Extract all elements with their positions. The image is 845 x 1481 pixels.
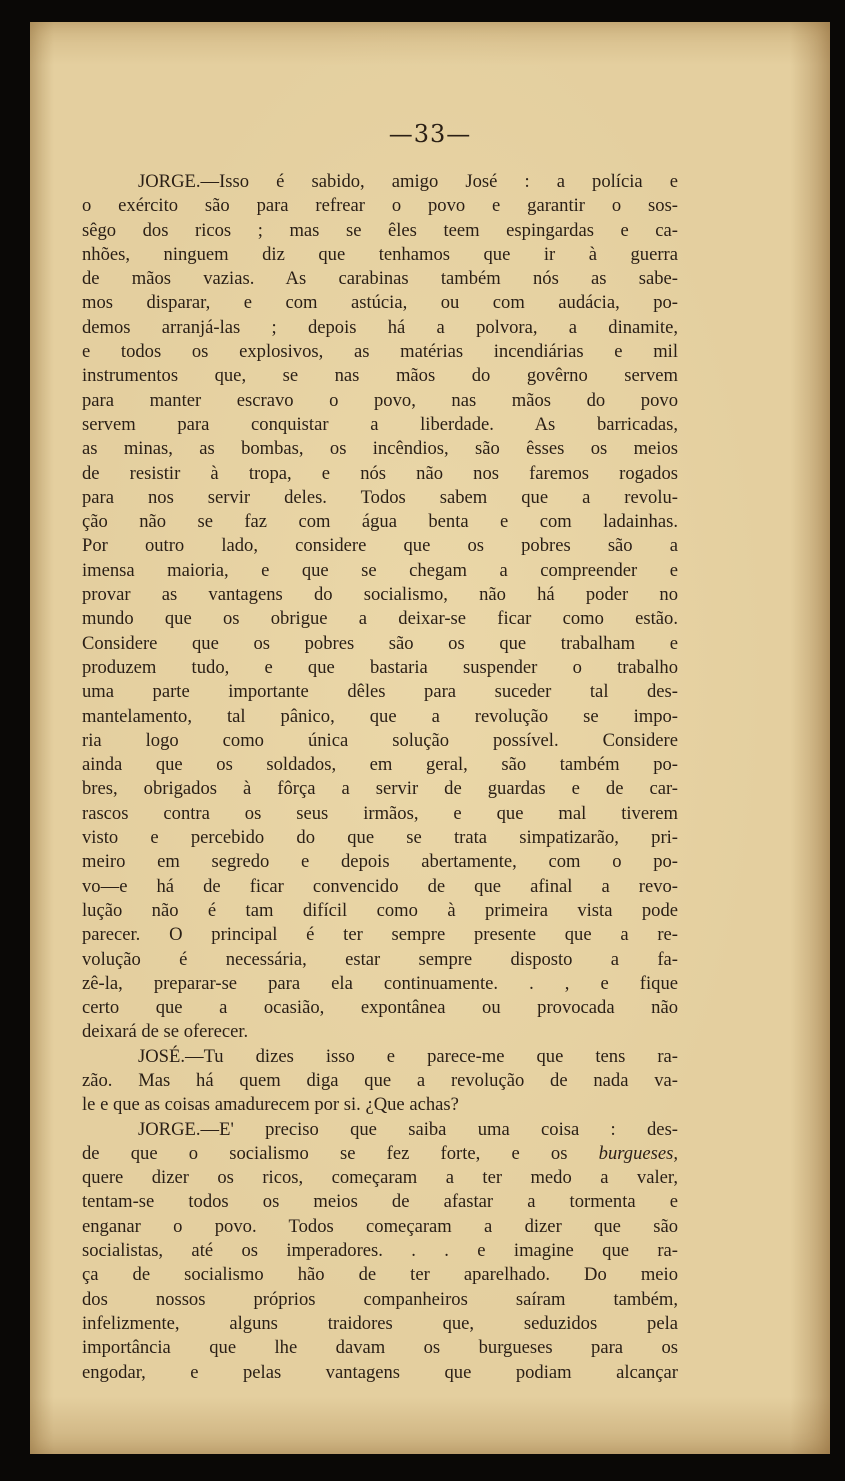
text-line (82, 802, 678, 826)
text-line (82, 753, 678, 777)
text-line (82, 267, 678, 291)
text-line-content: de que o socialismo se fez forte, e os (82, 1142, 568, 1164)
text-line (82, 1093, 678, 1117)
text-line-content: Por outro lado, considere que os pobres são a (82, 535, 678, 557)
text-line (82, 948, 678, 972)
text-line-content: socialistas, até os imperadores. . . e imagine que ra- (82, 1240, 678, 1262)
text-line-content: mantelamento, tal pânico, que a revolução se impo- (82, 705, 678, 727)
text-line (82, 1118, 678, 1142)
text-line-content: vo—e há de ficar convencido de que afinal a revo- (82, 875, 678, 897)
text-line (82, 1312, 678, 1336)
text-line-content: mundo que os obrigue a deixar-se ficar como estão. (82, 608, 678, 630)
text-line-content: infelizmente, alguns traidores que, seduzidos pela (82, 1312, 678, 1334)
text-line-content: rascos contra os seus irmãos, e que mal tiverem (82, 802, 678, 824)
text-line (82, 1239, 678, 1263)
text-line (82, 1263, 678, 1287)
text-line (82, 316, 678, 340)
text-line-content: demos arranjá-las ; depois há a polvora, a dinamite, (82, 316, 678, 338)
text-line (82, 340, 678, 364)
text-line-content: enganar o povo. Todos começaram a dizer que são (82, 1215, 678, 1237)
text-line (82, 462, 678, 486)
text-line-content: sêgo dos ricos ; mas se êles teem espingardas e ca- (82, 219, 678, 241)
page-number: —33— (388, 120, 472, 148)
text-line-content: as minas, as bombas, os incêndios, são êsses os meios (82, 438, 678, 460)
text-line (82, 899, 678, 923)
text-line-content: zê-la, preparar-se para ela continuamente. . , e fique (82, 972, 678, 994)
text-line (82, 850, 678, 874)
text-line-content: engodar, e pelas vantagens que podiam alcançar (82, 1361, 678, 1383)
text-line-content: zão. Mas há quem diga que a revolução de nada va- (82, 1069, 678, 1091)
text-line-content: deixará de se oferecer. (82, 1021, 249, 1043)
text-line-content: uma parte importante dêles para suceder tal des- (82, 681, 678, 703)
text-line-content: quere dizer os ricos, começaram a ter medo a valer, (82, 1167, 678, 1189)
text-line (82, 364, 678, 388)
text-line (82, 534, 678, 558)
text-line-content: nhões, ninguem diz que tenhamos que ir à guerra (82, 243, 678, 265)
text-line (82, 1069, 678, 1093)
book-page (30, 22, 830, 1454)
text-line-content: ça de socialismo hão de ter aparelhado. Do meio (82, 1264, 678, 1286)
text-line-content: le e que as coisas amadurecem por si. ¿Que achas? (82, 1094, 459, 1116)
text-line-content: ção não se faz com água benta e com ladainhas. (82, 511, 678, 533)
text-line-content: importância que lhe davam os burgueses para os (82, 1337, 678, 1359)
text-line-content: produzem tudo, e que bastaria suspender o trabalho (82, 656, 678, 678)
text-line-content: JOSÉ.—Tu dizes isso e parece-me que tens ra- (138, 1045, 678, 1067)
text-line (82, 1166, 678, 1190)
text-line-content: de resistir à tropa, e nós não nos faremos rogados (82, 462, 678, 484)
text-line (82, 583, 678, 607)
text-line (82, 437, 678, 461)
text-line-content: servem para conquistar a liberdade. As barricadas, (82, 413, 678, 435)
text-line-content: e todos os explosivos, as matérias incendiárias e mil (82, 341, 678, 363)
text-line-content: volução é necessária, estar sempre disposto a fa- (82, 948, 678, 970)
text-line (82, 826, 678, 850)
text-line-content: para manter escravo o povo, nas mãos do povo (82, 389, 678, 411)
text-line (82, 291, 678, 315)
text-line-content: lução não é tam difícil como à primeira vista pode (82, 899, 678, 921)
text-line-content: certo que a ocasião, expontânea ou provocada não (82, 997, 678, 1019)
text-line-content: instrumentos que, se nas mãos do govêrno servem (82, 365, 678, 387)
text-line-content: parecer. O principal é ter sempre presente que a re- (82, 924, 678, 946)
text-line (82, 1142, 678, 1166)
text-line-content: imensa maioria, e que se chegam a compreender e (82, 559, 678, 581)
text-line-content: dos nossos próprios companheiros saíram também, (82, 1288, 678, 1310)
text-line-content: visto e percebido do que se trata simpatizarão, pri- (82, 827, 678, 849)
text-line (82, 243, 678, 267)
text-line (82, 996, 678, 1020)
text-line (82, 607, 678, 631)
text-line (82, 1361, 678, 1385)
text-line (82, 194, 678, 218)
text-line-content: JORGE.—Isso é sabido, amigo José : a polícia e (138, 171, 678, 192)
text-line-content: tentam-se todos os meios de afastar a tormenta e (82, 1191, 678, 1213)
text-line (82, 486, 678, 510)
text-line (82, 777, 678, 801)
text-line (82, 1336, 678, 1360)
text-line (82, 510, 678, 534)
text-line (82, 1020, 678, 1044)
text-line-content: mos disparar, e com astúcia, ou com audácia, po- (82, 292, 678, 314)
text-line-content: ria logo como única solução possível. Considere (82, 729, 678, 751)
text-line (82, 1045, 678, 1069)
text-line-content: JORGE.—E' preciso que saiba uma coisa : des- (138, 1118, 678, 1140)
text-line-content: para nos servir deles. Todos sabem que a revolu- (82, 486, 678, 508)
text-line (82, 1288, 678, 1312)
text-line-content: bres, obrigados à fôrça a servir de guardas e de car- (82, 778, 678, 800)
text-line (82, 632, 678, 656)
text-line-content: ainda que os soldados, em geral, são também po- (82, 754, 678, 776)
text-line (82, 559, 678, 583)
italic-word: burgueses, (598, 1142, 678, 1164)
text-line (82, 1190, 678, 1214)
text-line (82, 219, 678, 243)
text-line-content: Considere que os pobres são os que trabalham e (82, 632, 678, 654)
text-line (82, 875, 678, 899)
body-text (82, 170, 678, 1385)
text-line-content: o exército são para refrear o povo e garantir o sos- (82, 195, 678, 217)
text-line (82, 656, 678, 680)
text-line (82, 972, 678, 996)
text-line-content: de mãos vazias. As carabinas também nós as sabe- (82, 268, 678, 290)
text-line (82, 413, 678, 437)
text-line (82, 170, 678, 194)
text-line (82, 729, 678, 753)
text-line (82, 923, 678, 947)
text-line-content: meiro em segredo e depois abertamente, com o po- (82, 851, 678, 873)
text-line (82, 705, 678, 729)
text-line (82, 1215, 678, 1239)
text-line (82, 680, 678, 704)
text-line-content: provar as vantagens do socialismo, não há poder no (82, 584, 678, 606)
text-line (82, 389, 678, 413)
